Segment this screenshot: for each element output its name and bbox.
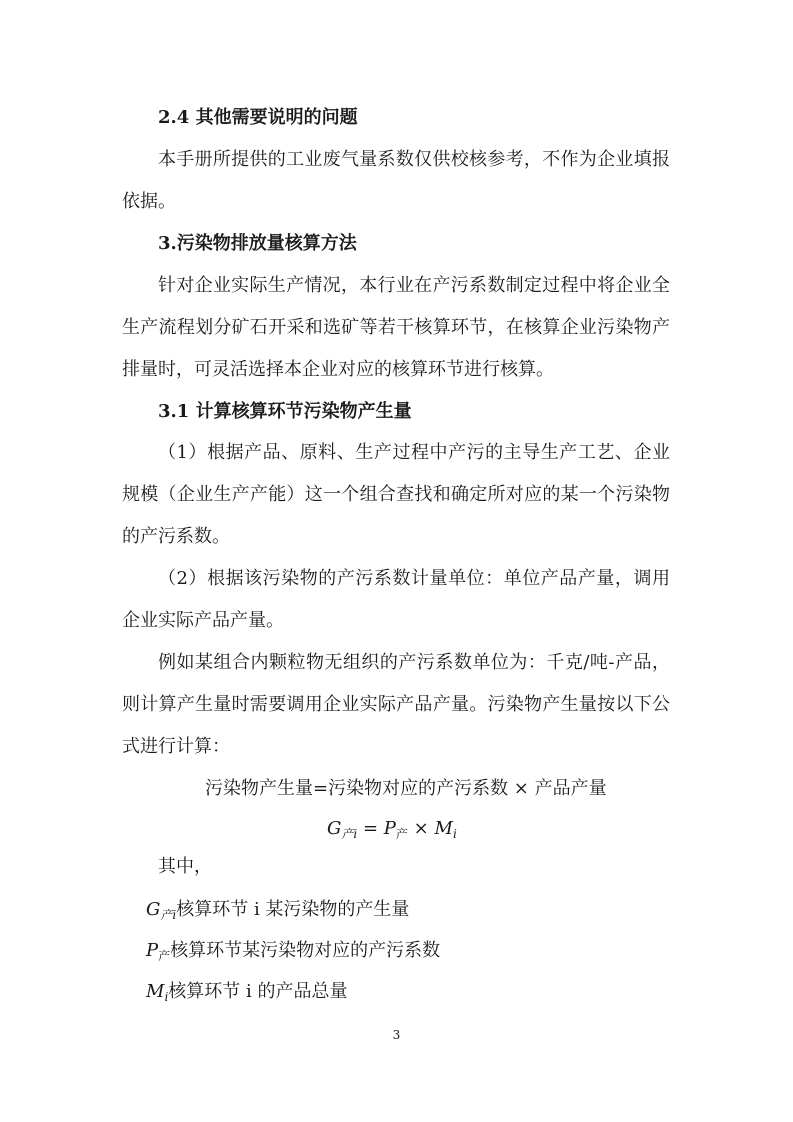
formula	[327, 817, 457, 842]
paragraph-line: （2）根据该污染物的产污系数计量单位：单位产品产量，调用	[158, 568, 670, 589]
page-number: 3	[392, 1028, 401, 1042]
paragraph-line: 规模（企业生产产能）这一个组合查找和确定所对应的某一个污染物	[122, 484, 670, 505]
def-subscript: 产i	[160, 908, 177, 922]
formula-subscript: 产i	[341, 827, 358, 841]
def-subscript: i	[164, 990, 169, 1004]
formula-subscript: 产	[395, 827, 408, 841]
paragraph-line: 式进行计算：	[122, 736, 230, 757]
paragraph-line: 则计算产生量时需要调用企业实际产品产量。污染物产生量按以下公	[122, 694, 670, 715]
def-symbol: M	[146, 981, 165, 1002]
paragraph-line: （1）根据产品、原料、生产过程中产污的主导生产工艺、企业	[158, 442, 670, 463]
def-text: 核算环节某污染物对应的产污系数	[170, 940, 441, 961]
definition-line	[146, 980, 347, 1005]
definition-line	[146, 898, 409, 923]
paragraph-line: 排量时，可灵活选择本企业对应的核算环节进行核算。	[122, 359, 554, 380]
paragraph-line: 的产污系数。	[122, 526, 230, 547]
formula-symbol-m: M	[434, 818, 453, 839]
def-text: 核算环节 i 某污染物的产生量	[176, 899, 410, 920]
def-symbol: G	[146, 899, 161, 920]
paragraph-line: 针对企业实际生产情况，本行业在产污系数制定过程中将企业全	[158, 275, 670, 296]
section-heading-3-1: 3.1 计算核算环节污染物产生量	[158, 401, 412, 422]
paragraph-line: 本手册所提供的工业废气量系数仅供校核参考，不作为企业填报	[158, 149, 670, 170]
formula-equals: =	[362, 818, 379, 839]
def-text: 核算环节 i 的产品总量	[168, 981, 348, 1002]
paragraph-line: 依据。	[122, 191, 176, 212]
def-subscript: 产	[158, 949, 171, 963]
where-label: 其中，	[158, 856, 212, 877]
def-symbol: P	[146, 940, 159, 961]
paragraph-line: 生产流程划分矿石开采和选矿等若干核算环节，在核算企业污染物产	[122, 317, 670, 338]
formula-subscript: i	[452, 827, 457, 841]
formula-symbol-p: P	[383, 818, 396, 839]
formula-times: ×	[413, 818, 429, 839]
definition-line	[146, 939, 440, 964]
formula-symbol-g: G	[327, 818, 342, 839]
section-heading-3: 3.污染物排放量核算方法	[158, 233, 357, 254]
paragraph-line: 例如某组合内颗粒物无组织的产污系数单位为：千克/吨-产品，	[158, 652, 670, 673]
section-heading-2-4: 2.4 其他需要说明的问题	[158, 107, 358, 128]
formula-text: 污染物产生量=污染物对应的产污系数 × 产品产量	[205, 778, 607, 799]
paragraph-line: 企业实际产品产量。	[122, 610, 284, 631]
